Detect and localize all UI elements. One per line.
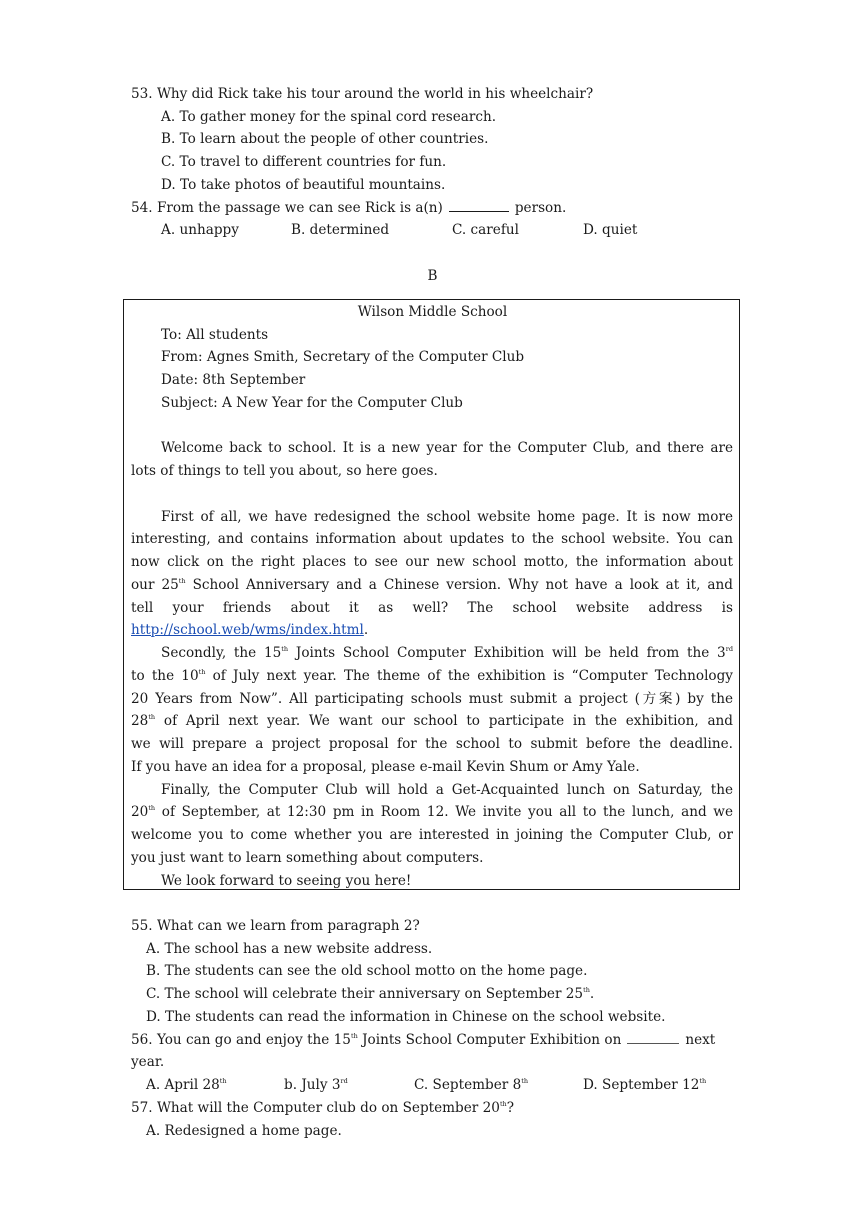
notice-p3-line1-sup1: th	[281, 645, 289, 653]
notice-p4-line1: Finally, the Computer Club will hold a Get-Acquainted lunch on Saturday, the	[161, 782, 733, 798]
notice-p3-line1-a: Secondly, the 15	[161, 645, 282, 661]
question-56-option-b	[284, 1076, 348, 1094]
question-53-option-b: B. To learn about the people of other countries.	[161, 131, 489, 147]
notice-p3-line4-sup: th	[148, 713, 156, 721]
notice-p3-line3: 20 Years from Now”. All participating schools must submit a project (方案) by the	[131, 691, 733, 707]
notice-p2-line3: now click on the right places to see our new school motto, the information about	[131, 554, 733, 570]
question-57-stem-a: 57. What will the Computer club do on September 20	[131, 1100, 500, 1116]
notice-p3-line6: If you have an idea for a proposal, please e-mail Kevin Shum or Amy Yale.	[131, 759, 640, 775]
notice-p2-line5: tell your friends about it as well? The school website address is	[131, 600, 733, 616]
notice-p2-line1: First of all, we have redesigned the school website home page. It is now more	[161, 509, 733, 525]
notice-p3-line1-sup2: rd	[725, 645, 733, 653]
notice-p3-line4-b: of April next year. We want our school to participate in the exhibition, and	[155, 713, 733, 729]
notice-p3-line2-a: to the 10	[131, 668, 199, 684]
question-56-blank	[627, 1031, 679, 1044]
notice-p2-line4	[131, 576, 733, 594]
notice-p3-line5: we will prepare a project proposal for the school to submit before the deadline.	[131, 736, 733, 752]
question-55-stem: 55. What can we learn from paragraph 2?	[131, 918, 420, 934]
notice-p2-line2: interesting, and contains information about updates to the school website. You can	[131, 531, 733, 547]
notice-p2-line4-a: our 25	[131, 577, 179, 593]
question-55-option-c-end: .	[589, 986, 595, 1002]
question-55-option-c-sup: th	[583, 986, 590, 994]
question-56-stem-c: next	[685, 1032, 716, 1048]
question-56-option-c-sup: th	[521, 1077, 529, 1085]
question-57-stem	[131, 1099, 514, 1117]
question-54-stem-before: 54. From the passage we can see Rick is a(n)	[131, 200, 443, 216]
question-54-blank	[449, 199, 509, 212]
notice-date: Date: 8th September	[161, 372, 306, 388]
question-54-option-b: B. determined	[291, 222, 390, 238]
notice-p1-line1: Welcome back to school. It is a new year for the Computer Club, and there are	[161, 440, 733, 456]
section-label: B	[427, 268, 438, 284]
notice-p3-line1-b: Joints School Computer Exhibition will be held from the 3	[288, 645, 726, 661]
notice-p3-line2	[131, 667, 733, 685]
question-55-option-d: D. The students can read the information in Chinese on the school website.	[146, 1009, 666, 1025]
notice-p3-line2-b: of July next year. The theme of the exhibition is “Computer Technology	[205, 668, 733, 684]
question-54-option-d: D. quiet	[583, 222, 638, 238]
question-55-option-c	[146, 985, 594, 1003]
notice-title: Wilson Middle School	[357, 304, 508, 320]
question-56-option-a	[146, 1076, 227, 1094]
notice-subject: Subject: A New Year for the Computer Club	[161, 395, 463, 411]
question-53-option-c: C. To travel to different countries for fun.	[161, 154, 447, 170]
notice-p2-line4-sup: th	[178, 577, 186, 585]
question-56-option-d-text: D. September 12	[583, 1077, 700, 1093]
question-53-option-d: D. To take photos of beautiful mountains.	[161, 177, 446, 193]
question-57-stem-sup: th	[499, 1100, 507, 1108]
question-55-option-b: B. The students can see the old school motto on the home page.	[146, 963, 588, 979]
question-53-option-a: A. To gather money for the spinal cord research.	[161, 109, 497, 125]
notice-p2-line4-b: School Anniversary and a Chinese version. Why not have a look at it, and	[185, 577, 733, 593]
question-54-option-a: A. unhappy	[161, 222, 239, 238]
question-55-option-a: A. The school has a new website address.	[146, 941, 433, 957]
question-56-option-a-text: A. April 28	[146, 1077, 220, 1093]
question-57-option-a: A. Redesigned a home page.	[146, 1123, 342, 1139]
question-56-stem-a: 56. You can go and enjoy the 15	[131, 1032, 351, 1048]
notice-p3-line1	[161, 644, 733, 662]
notice-p4-line2-a: 20	[131, 804, 149, 820]
question-56-option-b-text: b. July 3	[284, 1077, 341, 1093]
question-55-option-c-text: C. The school will celebrate their anniversary on September 25	[146, 986, 584, 1002]
notice-from: From: Agnes Smith, Secretary of the Computer Club	[161, 349, 525, 365]
notice-p4-line4: you just want to learn something about computers.	[131, 850, 484, 866]
question-54-option-c: C. careful	[452, 222, 519, 238]
notice-p3-line4	[131, 712, 733, 730]
question-56-stem	[131, 1031, 733, 1049]
notice-p3-line4-a: 28	[131, 713, 149, 729]
notice-closing: We look forward to seeing you here!	[161, 873, 412, 889]
question-56-stem-b: Joints School Computer Exhibition on	[357, 1032, 622, 1048]
notice-p4-line2-b: of September, at 12:30 pm in Room 12. We invite you all to the lunch, and we	[155, 804, 733, 820]
notice-p3-line2-sup: th	[198, 668, 206, 676]
question-54-stem	[131, 199, 566, 217]
notice-p2-link-end: .	[363, 622, 369, 638]
notice-p2-line6	[131, 621, 733, 639]
notice-p4-line2	[131, 803, 733, 821]
notice-p4-line3: welcome you to come whether you are interested in joining the Computer Club, or	[131, 827, 733, 843]
question-56-option-c-text: C. September 8	[414, 1077, 522, 1093]
school-website-link[interactable]: http://school.web/wms/index.html	[131, 622, 364, 638]
notice-to: To: All students	[161, 327, 269, 343]
notice-box	[123, 299, 740, 890]
question-53-stem: 53. Why did Rick take his tour around the world in his wheelchair?	[131, 86, 594, 102]
question-56-option-b-sup: rd	[340, 1077, 348, 1085]
question-54-stem-after: person.	[514, 200, 567, 216]
question-56-option-d	[583, 1076, 706, 1094]
question-56-stem-line2: year.	[131, 1054, 165, 1070]
question-56-option-a-sup: th	[219, 1077, 227, 1085]
question-56-option-d-sup: th	[699, 1077, 707, 1085]
notice-p1-line2: lots of things to tell you about, so here goes.	[131, 463, 438, 479]
notice-p4-line2-sup: th	[148, 804, 156, 812]
question-56-option-c	[414, 1076, 528, 1094]
question-56-stem-sup: th	[350, 1032, 358, 1040]
question-57-stem-b: ?	[506, 1100, 515, 1116]
